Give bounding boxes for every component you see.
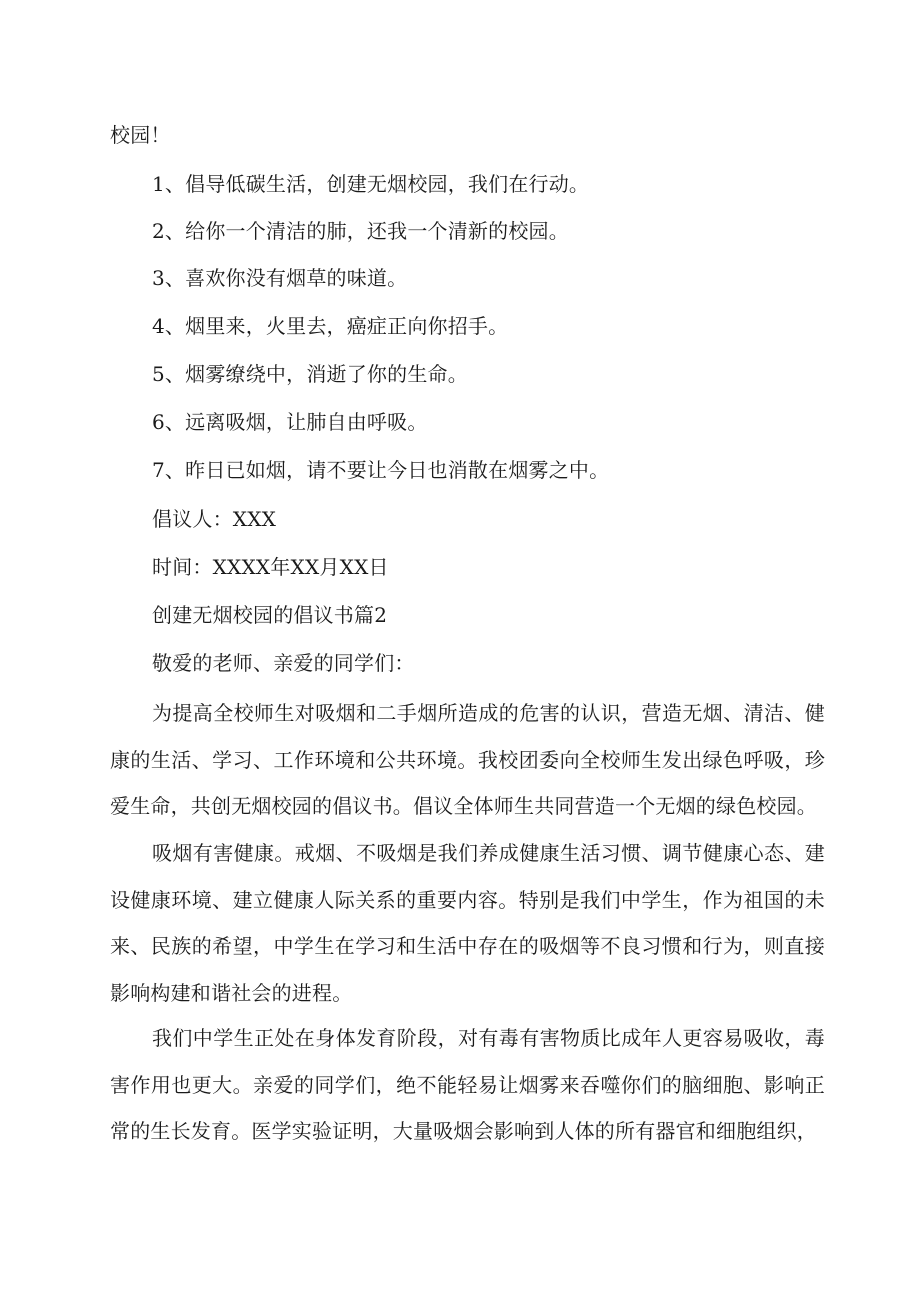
initiator-line: 倡议人：XXX <box>152 507 277 531</box>
slogan-3: 3、喜欢你没有烟草的味道。 <box>152 266 408 290</box>
slogan-7: 7、昨日已如烟，请不要让今日也消散在烟雾之中。 <box>152 458 610 482</box>
section-title: 创建无烟校园的倡议书篇2 <box>152 603 388 627</box>
slogan-1: 1、倡导低碳生活，创建无烟校园，我们在行动。 <box>152 172 590 196</box>
date-line: 时间：XXXX年XX月XX日 <box>152 555 389 579</box>
paragraph-3: 我们中学生正处在身体发育阶段，对有毒有害物质比成年人更容易吸收，毒害作用也更大。亲爱的同学们，绝不能轻易让烟雾来吞噬你们的脑细胞、影响正常的生长发育。医学实验证明，大量吸烟会影响到人体的所有器官和细胞组织， <box>110 1026 825 1143</box>
text-line-campus: 校园！ <box>110 123 171 147</box>
slogan-5: 5、烟雾缭绕中，消逝了你的生命。 <box>152 362 468 386</box>
slogan-6: 6、远离吸烟，让肺自由呼吸。 <box>152 410 428 434</box>
paragraph-2: 吸烟有害健康。戒烟、不吸烟是我们养成健康生活习惯、调节健康心态、建设健康环境、建立健康人际关系的重要内容。特别是我们中学生，作为祖国的未来、民族的希望，中学生在学习和生活中存在的吸烟等不良习惯和行为，则直接影响构建和谐社会的进程。 <box>110 841 825 1005</box>
slogan-2: 2、给你一个清洁的肺，还我一个清新的校园。 <box>152 219 569 243</box>
greeting-line: 敬爱的老师、亲爱的同学们： <box>152 651 415 675</box>
paragraph-1: 为提高全校师生对吸烟和二手烟所造成的危害的认识，营造无烟、清洁、健康的生活、学习、工作环境和公共环境。我校团委向全校师生发出绿色呼吸，珍爱生命，共创无烟校园的倡议书。倡议全体师生共同营造一个无烟的绿色校园。 <box>110 701 825 818</box>
slogan-4: 4、烟里来，火里去，癌症正向你招手。 <box>152 314 509 338</box>
